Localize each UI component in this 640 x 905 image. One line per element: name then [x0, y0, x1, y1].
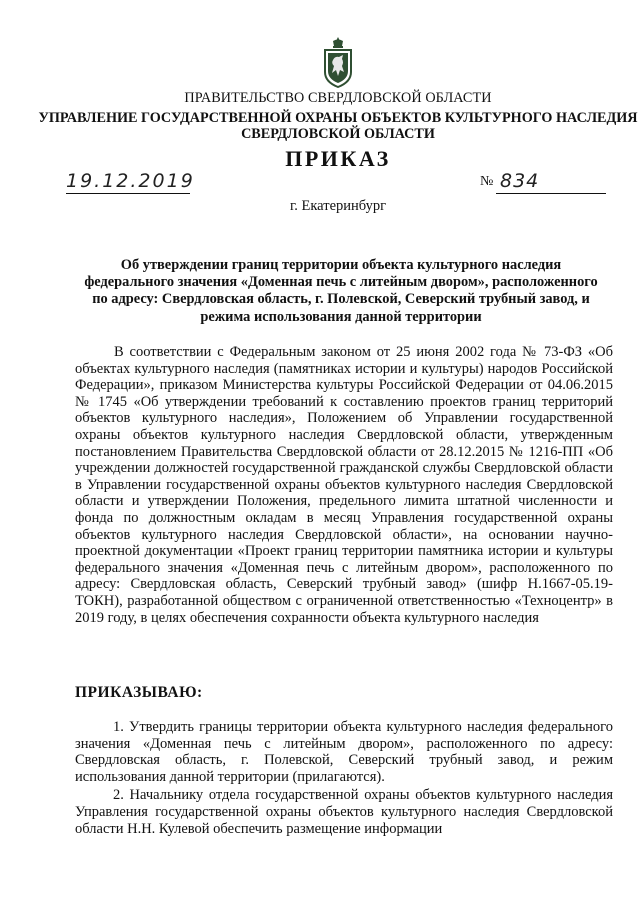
- preamble-paragraph: В соответствии с Федеральным законом от 25 июня 2002 года № 73-ФЗ «Об объектах культурного наследия (памятниках истории и культуры) народов Российской Федерации», приказом Министерства культуры Российской Федерации от 04.06.2015 № 1745 «Об утверждении требований к составлению проектов границ территорий объектов культурного наследия», Положением об Управлении государственной охраны объектов культурного наследия Свердловской области, утвержденным постановлением Правительства Свердловской области от 28.12.2015 № 1216-ПП «Об учреждении должностей государственной гражданской службы Свердловской области в Управлении государственной охраны объектов культурного наследия Свердловской области и утверждении Положения, предельного лимита штатной численности и фонда по должностным окладам в месяц Управления государственной охраны объектов культурного наследия Свердловской области», на основании научно-проектной документации «Проект границ территории памятника истории и культуры федерального значения «Доменная печь с литейным двором», расположенного по адресу: Свердловская область, Северский трубный завод» (шифр Н.1667-05.19-ТОКН), разработанной обществом с ограниченной ответственностью «Техноцентр» в 2019 году, в целях обеспечения сохранности объекта культурного наследия: [75, 344, 613, 626]
- number-label: №: [480, 174, 494, 189]
- government-name: ПРАВИТЕЛЬСТВО СВЕРДЛОВСКОЙ ОБЛАСТИ: [184, 90, 492, 106]
- order-number-handwritten: 834: [496, 171, 606, 194]
- document-type-title: ПРИКАЗ: [285, 146, 391, 171]
- order-directive-heading: ПРИКАЗЫВАЮ:: [75, 684, 203, 701]
- coat-of-arms-icon: [322, 36, 354, 88]
- order-item-1: 1. Утвердить границы территории объекта культурного наследия федерального значения «Доменная печь с литейным двором», расположенного по адресу: Свердловская область, г. Полевской, Северский трубный завод, и режим использования данной территории (прилагаются).: [75, 719, 613, 785]
- city-name: г. Екатеринбург: [289, 198, 387, 214]
- preamble-block: [75, 344, 613, 626]
- order-subject: Об утверждении границ территории объекта культурного наследия федерального значения «Доменная печь с литейным двором», расположенного по адресу: Свердловская область, г. Полевской, Северский трубный завод, и режима использования данной территории: [84, 257, 598, 325]
- order-date-handwritten: 19.12.2019: [66, 170, 195, 192]
- order-items-list: [75, 719, 613, 839]
- order-item-2: 2. Начальнику отдела государственной охраны объектов культурного наследия Управления государственной охраны объектов культурного наследия Свердловской области Н.Н. Кулевой обеспечить размещение информации: [75, 787, 613, 837]
- department-name: УПРАВЛЕНИЕ ГОСУДАРСТВЕННОЙ ОХРАНЫ ОБЪЕКТОВ КУЛЬТУРНОГО НАСЛЕДИЯ СВЕРДЛОВСКОЙ ОБЛАСТИ: [38, 110, 638, 142]
